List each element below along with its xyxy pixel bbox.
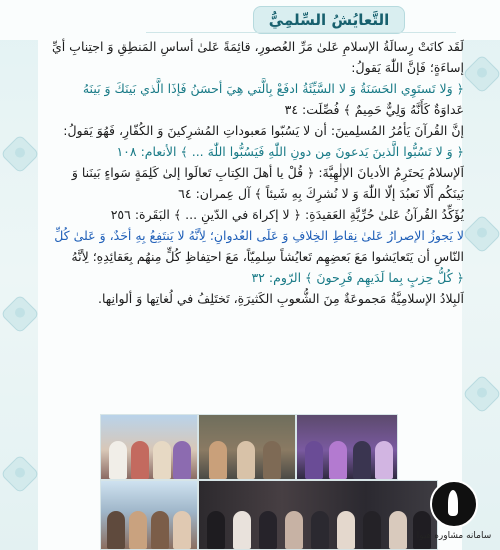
ornament-icon: [462, 214, 500, 254]
text-line: اَلإسلامُ يَحتَرِمُ الأديانَ الإلٰهِيَّةَ: ﴿ قُلْ يا أهلَ الكِتابِ تَعالَوا إلىٰ كَلِمَةٍ سَواءٍ بَينَنا وَ: [71, 165, 464, 180]
lesson-title: التَّعايُشُ السِّلمِيُّ: [253, 6, 405, 34]
logo-label: سامانه مشاوره هیوا: [416, 531, 492, 541]
ornament-icon: [0, 294, 40, 334]
text-line: لا يَجوزُ الإصرارُ عَلىٰ نِقاطِ الخِلافِ وَ عَلَى العُدوانِ؛ لِأنَّهُ لا يَنتَفِعُ بِهِ أحَدٌ، وَ عَلىٰ كُلِّ: [54, 228, 464, 243]
header-band: [0, 0, 500, 40]
site-logo[interactable]: [414, 480, 494, 544]
logo-emblem-icon: [430, 480, 478, 528]
photo-people-group-2: [198, 414, 296, 480]
photo-people-group-1: [100, 414, 198, 480]
left-decorative-border: [0, 0, 38, 550]
text-line: إنَّ القُرآنَ يَأمُرُ المُسلِمينَ: أن لا يَسُبّوا مَعبوداتِ المُشرِكينَ وَ الكُفّارِ، فَهُوَ يَقولُ:: [63, 123, 464, 138]
ornament-icon: [0, 134, 40, 174]
text-line: ﴿ وَلا تَستَوِي الحَسَنَةُ وَ لا السَّيِّئَةُ ادفَعْ بِالَّتي هِيَ أحسَنُ فَإذَا الَّذي بَينَكَ وَ بَينَهُ: [82, 81, 464, 96]
photo-people-group-5: [198, 480, 438, 550]
text-line: عَداوَةٌ كَأَنَّهُ وَلِيٌّ حَمِيمٌ ﴾ فُصِّلَت: ٣٤: [284, 102, 464, 117]
text-line: بَينَكُم أَلّا نَعبُدَ إلّا اللّٰهَ وَ لا نُشرِكَ بِهِ شَيئاً ﴾ آل عِمران: ٦٤: [178, 186, 464, 201]
text-line: ﴿ وَ لا تَسُبُّوا الَّذينَ يَدعونَ مِن دونِ اللّٰهِ فَيَسُبُّوا اللّٰهَ ... ﴾ الأنعام: ١٠٨: [116, 144, 464, 159]
photo-collage: [100, 414, 436, 550]
lesson-text: [36, 36, 464, 309]
text-line: إساءَةٍ؛ فَإنَّ اللّٰهَ يَقولُ:: [351, 60, 464, 75]
text-line: يُؤَكِّدُ القُرآنُ عَلىٰ حُرِّيَّةِ العَقيدَةِ: ﴿ لا إكراهَ في الدّينِ ... ﴾ البَقَرة: ٢٥٦: [110, 207, 464, 222]
text-line: اَلبِلادُ الإسلامِيَّةُ مَجموعَةٌ مِنَ الشُّعوبِ الكَثيرَةِ، تَختَلِفُ في لُغاتِها وَ ألوانِها.: [98, 291, 464, 306]
right-decorative-border: [462, 0, 500, 550]
ornament-icon: [0, 454, 40, 494]
photo-people-group-4: [100, 480, 198, 550]
text-line: ﴿ كُلُّ حِزبٍ بِما لَدَيهِم فَرِحونَ ﴾ الرّوم: ٣٢: [251, 270, 464, 285]
title-divider: [146, 32, 456, 33]
ornament-icon: [462, 374, 500, 414]
text-line: النّاسِ أن يَتَعايَشوا مَعَ بَعضِهِم تَعايُشاً سِلمِيّاً، مَعَ احتِفاظِ كُلٍّ مِنهُم بِعَقائِدِهِ؛ لِأنَّهُ: [71, 249, 464, 264]
text-line: لَقَد كانَتْ رِسالَةُ الإسلامِ عَلىٰ مَرِّ العُصورِ، قائِمَةً عَلىٰ أساسِ المَنطِقِ وَ اجتِنابِ أيِّ: [51, 39, 464, 54]
photo-people-group-3: [296, 414, 398, 480]
ornament-icon: [462, 54, 500, 94]
